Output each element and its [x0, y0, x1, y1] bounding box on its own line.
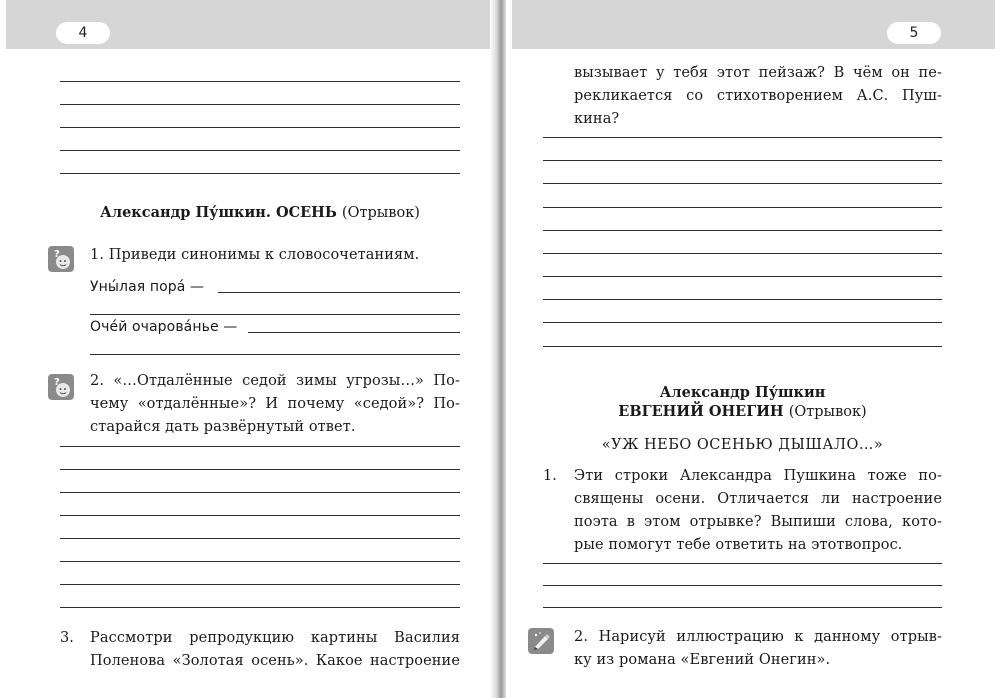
task1-number: 1.: [543, 468, 557, 484]
task1-text: 1. Приведи синонимы к словосочетаниям.: [90, 247, 420, 263]
task2-line: 2. Нарисуй иллюстрацию к данному отрыв-: [574, 629, 942, 645]
answer-line[interactable]: [543, 585, 942, 586]
answer-line[interactable]: [60, 515, 460, 516]
answer-line[interactable]: [543, 183, 942, 184]
task1-line: рые помогут тебе ответить на этотвопрос.: [574, 537, 903, 553]
svg-text:?: ?: [54, 249, 60, 260]
answer-line[interactable]: [543, 607, 942, 608]
section-heading-author: Александр Пу́шкин: [659, 384, 826, 401]
continuation-line: вызывает у тебя этот пейзаж? В чём он пе-: [574, 65, 942, 81]
answer-line[interactable]: [543, 346, 942, 347]
section-heading-title: [543, 403, 942, 420]
answer-line[interactable]: [60, 492, 460, 493]
task3-number: 3.: [60, 630, 74, 646]
thinking-face-question-icon: [48, 374, 74, 400]
answer-line[interactable]: [60, 469, 460, 470]
task2-line: ку из романа «Евгений Онегин».: [574, 652, 831, 668]
answer-line[interactable]: [543, 207, 942, 208]
thinking-face-question-icon: [48, 246, 74, 272]
svg-text:?: ?: [54, 377, 60, 388]
answer-line[interactable]: [60, 446, 460, 447]
continuation-line: рекликается со стихотворением А.С. Пуш-: [574, 88, 942, 104]
answer-line[interactable]: [543, 160, 942, 161]
pencil-drawing-icon: [528, 628, 554, 654]
answer-line[interactable]: [60, 127, 460, 128]
answer-line[interactable]: [60, 538, 460, 539]
answer-line[interactable]: [60, 173, 460, 174]
task1-line: священы осени. Отличается ли настроение: [574, 491, 942, 507]
answer-line[interactable]: [60, 584, 460, 585]
heading-note: (Отрывок): [341, 205, 420, 221]
task1-phrase1: Уны́лая пора́ —: [90, 279, 205, 295]
answer-line[interactable]: [60, 607, 460, 608]
answer-line[interactable]: [60, 104, 460, 105]
answer-line[interactable]: [543, 253, 942, 254]
answer-line[interactable]: [543, 276, 942, 277]
left-page-number: 4: [56, 22, 110, 44]
heading-note: (Отрывок): [788, 404, 867, 420]
answer-line[interactable]: [543, 299, 942, 300]
task2-line: чему «отдалённые»? И почему «седой»? По-: [90, 396, 460, 412]
task3-line: Поленова «Золотая осень». Какое настроение: [90, 653, 460, 669]
answer-line[interactable]: [543, 322, 942, 323]
answer-line[interactable]: [543, 230, 942, 231]
task1-line: поэта в этом отрывке? Выпиши слова, кото-: [574, 514, 942, 530]
task3-line: Рассмотри репродукцию картины Василия: [90, 630, 460, 646]
answer-line[interactable]: [543, 137, 942, 138]
answer-line[interactable]: [90, 354, 460, 355]
answer-line[interactable]: [60, 561, 460, 562]
right-page-number: 5: [887, 22, 941, 44]
task1-line: Эти строки Александра Пушкина тоже по-: [574, 468, 942, 484]
right-page: [506, 0, 1001, 698]
answer-line[interactable]: [248, 332, 460, 333]
answer-line[interactable]: [218, 292, 460, 293]
heading-author: Александр Пу́шкин. ОСЕНЬ: [100, 204, 337, 221]
left-page: [0, 0, 496, 698]
answer-line[interactable]: [60, 150, 460, 151]
task2-line: старайся дать развёрнутый ответ.: [90, 419, 356, 435]
subheading-poem: «УЖ НЕБО ОСЕНЬЮ ДЫШАЛО…»: [601, 437, 884, 453]
continuation-line: кина?: [574, 111, 620, 127]
answer-line[interactable]: [90, 314, 460, 315]
task2-line: 2. «…Отдалённые седой зимы угрозы…» По-: [90, 373, 460, 389]
heading-title: ЕВГЕНИЙ ОНЕГИН: [618, 403, 784, 420]
answer-line[interactable]: [543, 563, 942, 564]
answer-line[interactable]: [60, 81, 460, 82]
task1-phrase2: Очéй очарова́нье —: [90, 319, 238, 335]
section-heading-autumn: [60, 204, 460, 221]
